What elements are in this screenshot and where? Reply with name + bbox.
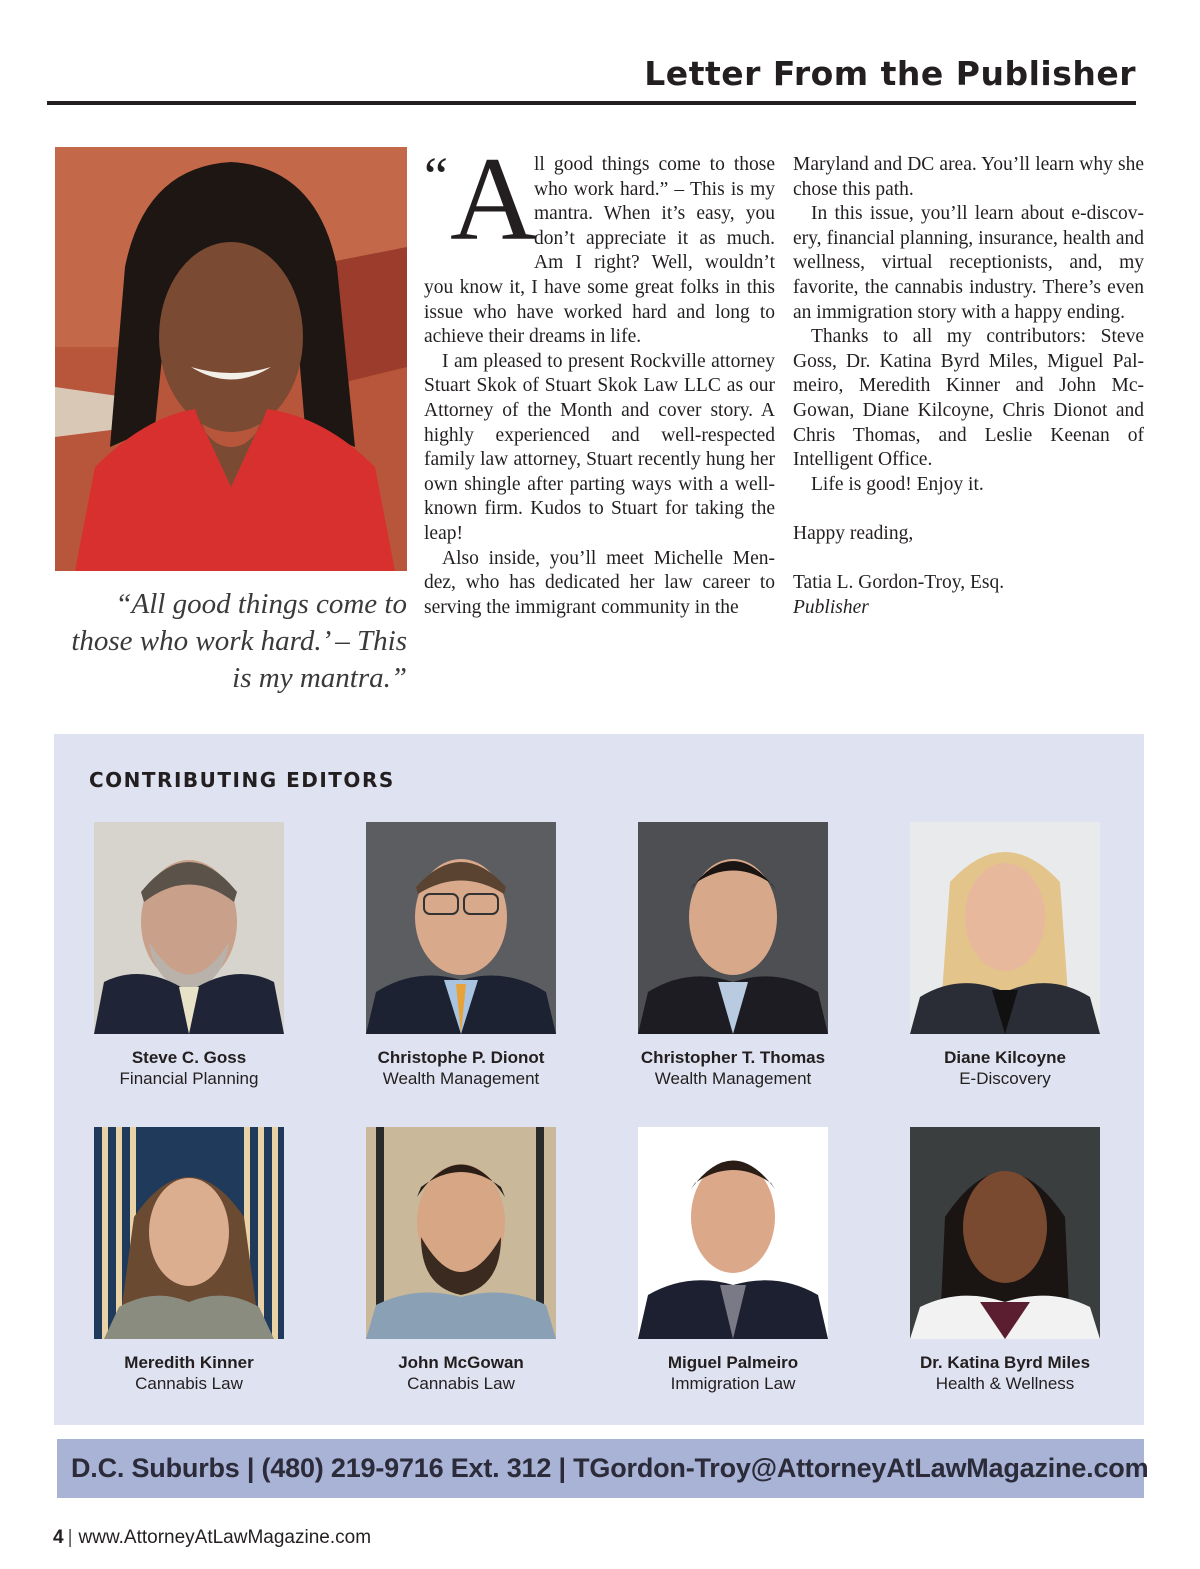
editor-photo [366,1127,556,1339]
letter-paragraph: Thanks to all my contributors: Steve Goss, Dr. Katina Byrd Miles, Miguel Palmeiro, Meredith Kinner and John McGowan, Diane Kilcoyne, Chris Dionot and Chris Thomas, and Leslie Keenan of Intelligent Office. [793,326,1144,471]
letter-paragraph: Life is good! Enjoy it. [811,473,984,495]
letter-paragraph: I am pleased to present Rockville attorney Stuart Skok of Stuart Skok Law LLC as our Attorney of the Month and cover story. A highly experienced and well-respected family law attorney, Stuart recently hung her own shingle after parting ways with a well-known firm. Kudos to Stuart for taking the leap! [424,350,775,544]
editor-field: Health & Wellness [935,1374,1075,1393]
editor-field: Financial Planning [119,1069,259,1088]
drop-cap-group [424,132,537,265]
editor-field: Cannabis Law [135,1374,243,1393]
letter-paragraph: Also inside, you’ll meet Michelle Mendez, who has dedicated her law career to serving the immigrant community in the [424,547,775,618]
footer-website-link[interactable]: www.AttorneyAtLawMagazine.com [78,1527,372,1548]
editor-photo [910,822,1100,1034]
editor-photo [638,1127,828,1339]
editor-photo [910,1127,1100,1339]
editor-name: Christophe P. Dionot [377,1048,545,1067]
signature-title: Publisher [793,596,869,618]
contributing-editors-heading: CONTRIBUTING EDITORS [89,768,395,792]
publisher-portrait [55,147,407,571]
contact-details: D.C. Suburbs | (480) 219-9716 Ext. 312 | TGordon-Troy@AttorneyAtLawMagazine.com [71,1453,1149,1483]
letter-paragraph: ll good things come to those who work hard.” – This is my mantra. When it’s easy, you don’t appreciate it as much. Am I right? Well, wouldn’t you know it, I have some great folks in this issue who have worked hard and long to achieve their dreams in life. [424,154,775,348]
editor-field: Wealth Management [654,1069,812,1088]
editor-name: Miguel Palmeiro [667,1353,799,1372]
pull-quote: “All good things come to those who work hard.’ – This is my mantra.” [71,588,407,694]
editor-name: Christopher T. Thomas [640,1048,826,1067]
letter-column-2 [793,153,1144,620]
drop-cap: A [450,132,537,265]
page-footer [53,1527,371,1549]
letter-column-1 [424,132,775,620]
editor-name: John McGowan [398,1353,524,1372]
editor-photo [94,822,284,1034]
editor-name: Steve C. Goss [131,1048,247,1067]
editor-name: Meredith Kinner [124,1353,254,1372]
footer-separator: | [67,1527,73,1548]
editor-photo [94,1127,284,1339]
editor-field: Cannabis Law [407,1374,515,1393]
page-title: Letter From the Publisher [644,54,1136,93]
letter-paragraph: In this issue, you’ll learn about e-discovery, financial planning, insurance, health and wellness, virtual receptionists, and, my favorite, the cannabis industry. There’s even an immigration story with a happy ending. [793,203,1144,323]
editor-field: E-Discovery [959,1069,1051,1088]
editor-name: Diane Kilcoyne [944,1048,1066,1067]
header-rule [47,101,1136,105]
opening-quote-mark: “ [424,146,448,206]
editor-field: Immigration Law [670,1374,796,1393]
page-number: 4 [53,1527,64,1548]
editor-photo [366,822,556,1034]
editor-name: Dr. Katina Byrd Miles [919,1353,1091,1372]
contact-bar [57,1439,1149,1498]
editor-field: Wealth Management [382,1069,540,1088]
signature-name: Tatia L. Gordon-Troy, Esq. [793,572,1005,594]
letter-closing: Happy reading, [793,522,914,544]
letter-paragraph: Maryland and DC area. You’ll learn why she chose this path. [793,154,1144,200]
editor-photo [638,822,828,1034]
